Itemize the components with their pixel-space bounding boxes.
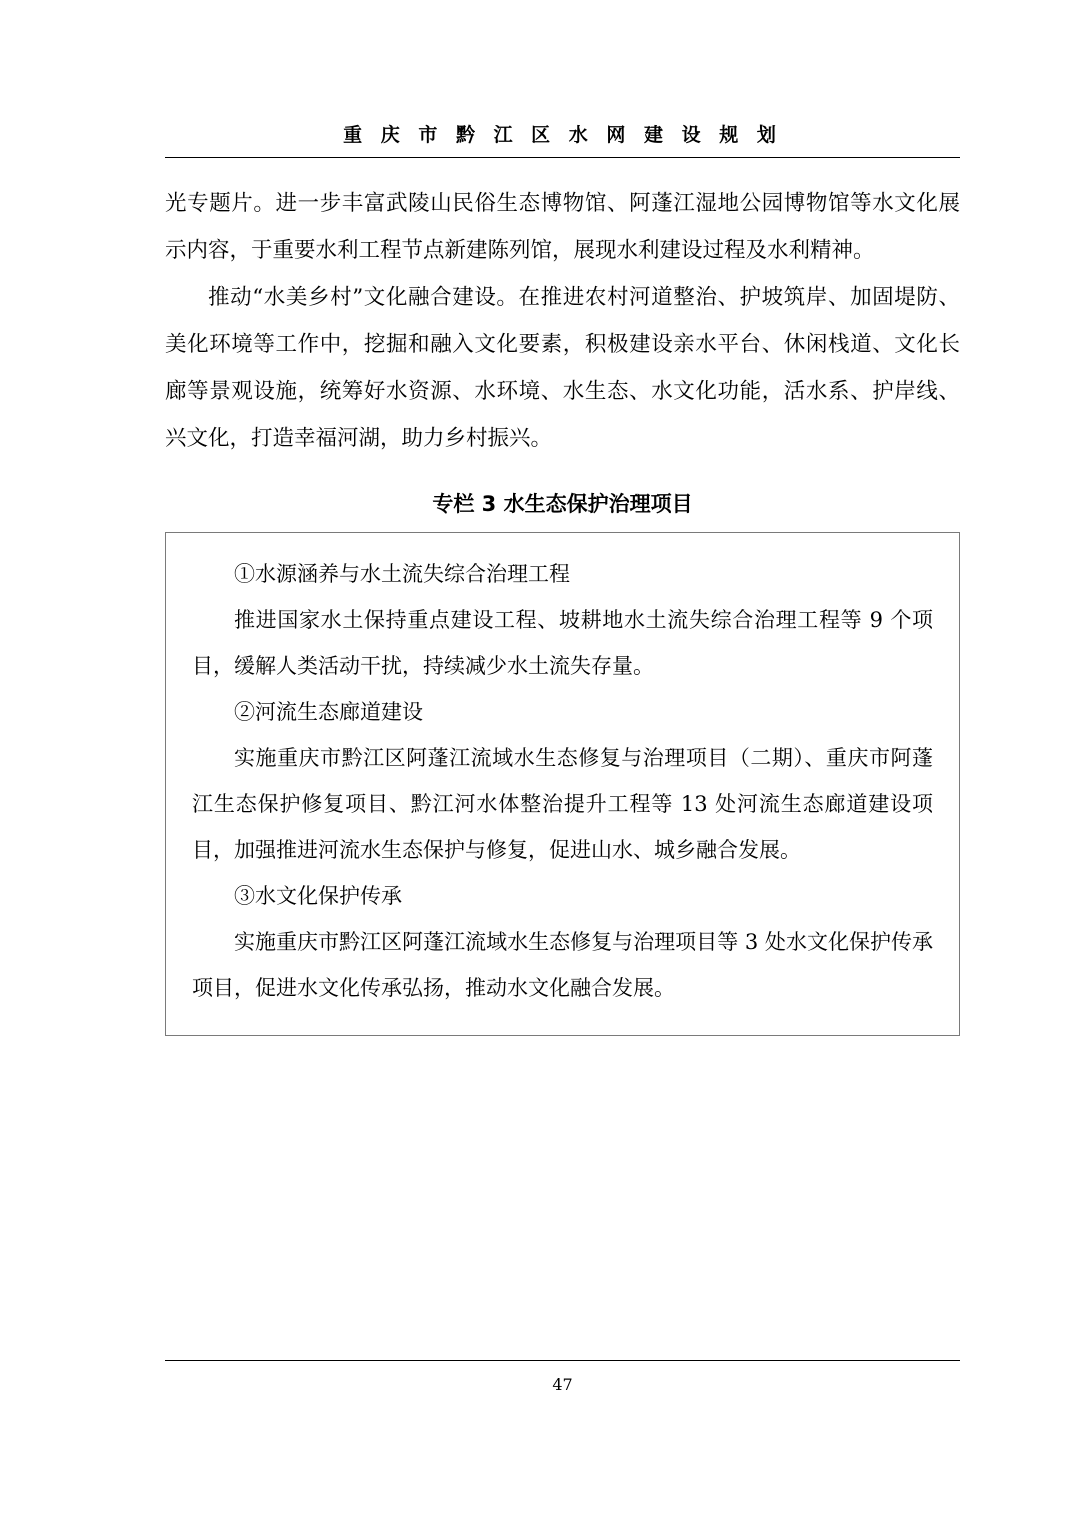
- footer-divider: [165, 1360, 960, 1361]
- header-divider: [165, 157, 960, 158]
- body-paragraph-1: 光专题片。进一步丰富武陵山民俗生态博物馆、阿蓬江湿地公园博物馆等水文化展示内容，于重要水利工程节点新建陈列馆，展现水利建设过程及水利精神。: [165, 191, 960, 263]
- callout-item-heading: ②河流生态廊道建设: [234, 700, 423, 724]
- callout-item-body: 推进国家水土保持重点建设工程、坡耕地水土流失综合治理工程等 9 个项目，缓解人类活动干扰，持续减少水土流失存量。: [192, 608, 933, 678]
- page-footer: [165, 1360, 960, 1394]
- callout-item-body: 实施重庆市黔江区阿蓬江流域水生态修复与治理项目（二期）、重庆市阿蓬江生态保护修复项目、黔江河水体整治提升工程等 13 处河流生态廊道建设项目，加强推进河流水生态保护与修复，促进山水、城乡融合发展。: [192, 746, 933, 862]
- callout-item-heading: ③水文化保护传承: [234, 884, 402, 908]
- callout-box-title: 专栏 3 水生态保护治理项目: [432, 492, 693, 516]
- body-paragraph-2: 推动“水美乡村”文化融合建设。在推进农村河道整治、护坡筑岸、加固堤防、美化环境等工作中，挖掘和融入文化要素，积极建设亲水平台、休闲栈道、文化长廊等景观设施，统筹好水资源、水环境、水生态、水文化功能，活水系、护岸线、兴文化，打造幸福河湖，助力乡村振兴。: [165, 285, 960, 451]
- running-header-title: 重 庆 市 黔 江 区 水 网 建 设 规 划: [343, 124, 782, 146]
- page-content: [165, 120, 960, 1036]
- callout-item-heading: ①水源涵养与水土流失综合治理工程: [234, 562, 570, 586]
- page-number: 47: [552, 1375, 573, 1394]
- callout-item-body: 实施重庆市黔江区阿蓬江流域水生态修复与治理项目等 3 处水文化保护传承项目，促进水文化传承弘扬，推动水文化融合发展。: [192, 930, 933, 1000]
- callout-box: [165, 532, 960, 1036]
